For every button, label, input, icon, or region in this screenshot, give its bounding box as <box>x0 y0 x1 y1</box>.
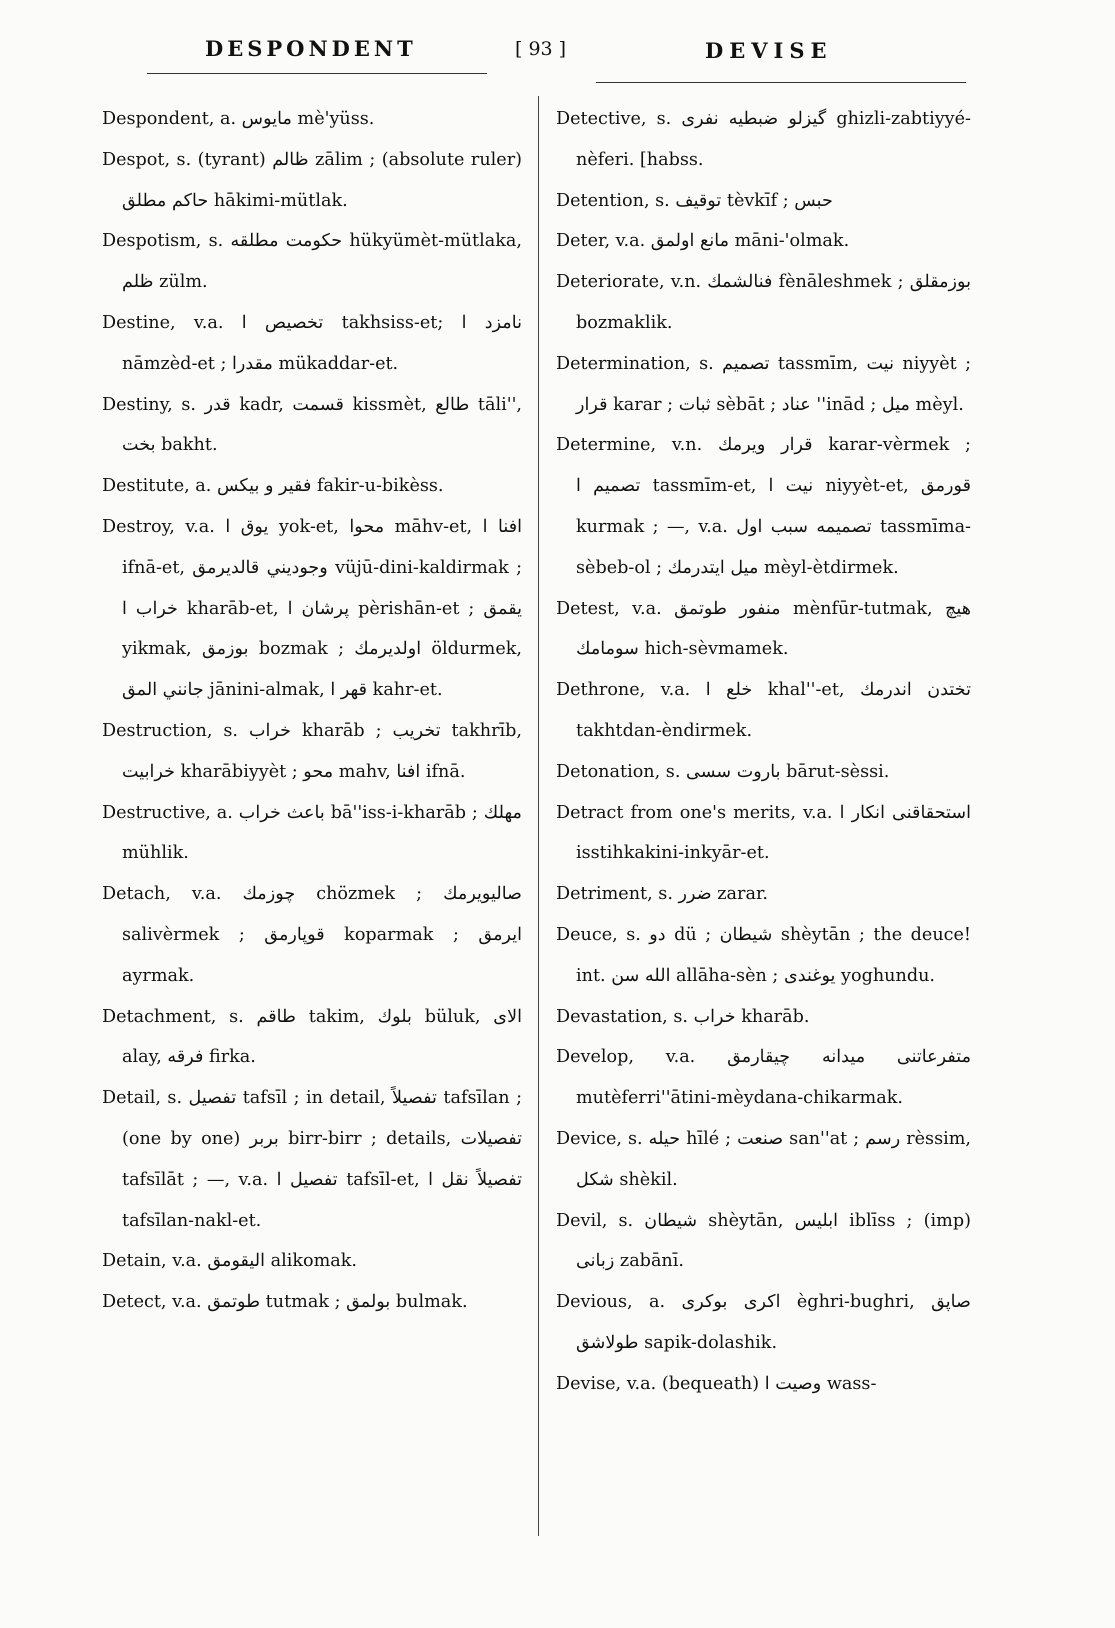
dictionary-entry: Destructive, a. باعث خراب bā''iss-i-kharāb ; مهلك mühlik. <box>102 802 522 864</box>
dictionary-entry: Detective, s. گيزلو ضبطيه نفرى ghizli-zabtiyyé-nèferi. [habss. <box>556 109 971 170</box>
header-rule-right <box>596 82 966 83</box>
dictionary-entry: Detest, v.a. منفور طوتمق mènfūr-tutmak, هيچ سومامك hich-sèvmamek. <box>556 598 971 660</box>
left-column <box>102 99 522 1323</box>
dictionary-entry: Deuce, s. دو dü ; شيطان shèytān ; the deuce! int. الله سن allāha-sèn ; يوغندى yoghundu. <box>556 924 971 986</box>
page-number: [ 93 ] <box>515 38 567 60</box>
dictionary-entry: Devastation, s. خراب kharāb. <box>556 1006 810 1027</box>
dictionary-entry: Detain, v.a. اليقومق alikomak. <box>102 1251 358 1272</box>
column-divider <box>538 96 539 1536</box>
dictionary-entry: Devil, s. شيطان shèytān, ابليس iblīss ; (imp) زبانى zabānī. <box>556 1210 971 1272</box>
dictionary-entry: Detriment, s. ضرر zarar. <box>556 884 769 905</box>
dictionary-entry: Detach, v.a. چوزمك chözmek ; صاليويرمك salivèrmek ; قوپارمق koparmak ; ايرمق ayrmak. <box>102 884 522 986</box>
dictionary-entry: Destitute, a. فقير و بيكس fakir-u-bikèss. <box>102 476 444 497</box>
dictionary-entry: Detect, v.a. طوتمق tutmak ; بولمق bulmak. <box>102 1292 468 1313</box>
dictionary-entry: Despot, s. (tyrant) ظالم zālim ; (absolute ruler) حاكم مطلق hākimi-mütlak. <box>102 149 522 211</box>
dictionary-entry: Detail, s. تفصيل tafsīl ; in detail, تفصيلاً tafsīlan ; (one by one) بربر birr-birr ; details, تفصيلات tafsīlāt ; —, v.a. تفصيل ا tafsīl-et, تفصيلاً نقل ا tafsīlan-nakl-et. <box>102 1088 523 1231</box>
running-head-left: DESPONDENT <box>205 36 417 61</box>
running-head-right: DEVISE <box>705 38 833 63</box>
dictionary-entry: Device, s. حيله hīlé ; صنعت san''at ; رسم rèssim, شكل shèkil. <box>556 1128 972 1190</box>
dictionary-entry: Deteriorate, v.n. فنالشمك fènāleshmek ; بوزمقلق bozmaklik. <box>556 272 972 333</box>
dictionary-entry: Destiny, s. قدر kadr, قسمت kissmèt, طالع tāli'', بخت bakht. <box>102 394 523 456</box>
dictionary-entry: Dethrone, v.a. خلع ا khal''-et, تختدن اندرمك takhtdan-èndirmek. <box>556 680 971 741</box>
dictionary-entry: Destine, v.a. تخصيص ا takhsiss-et; نامزد ا nāmzèd-et ; مقدرا mükaddar-et. <box>102 312 522 374</box>
dictionary-entry: Determination, s. تصميم tassmīm, نيت niyyèt ; قرار karar ; ثبات sèbāt ; عناد ''inād ; ميل mèyl. <box>556 353 971 415</box>
dictionary-entry: Determine, v.n. قرار ويرمك karar-vèrmek ; تصميم ا tassmīm-et, نيت ا niyyèt-et, قورمق kurmak ; —, v.a. تصميمه سبب اول tassmīma-sèbeb-ol ; ميل ايتدرمك mèyl-ètdirmek. <box>556 435 972 578</box>
right-column <box>556 99 971 1405</box>
page-header <box>0 36 1115 76</box>
header-rule-left <box>147 73 487 74</box>
dictionary-entry: Detachment, s. طاقم takim, بلوك büluk, الاى alay, فرقه firka. <box>102 1006 522 1068</box>
dictionary-entry: Deter, v.a. مانع اولمق māni-'olmak. <box>556 231 850 252</box>
dictionary-entry: Despondent, a. مايوس mè'yüss. <box>102 109 375 129</box>
dictionary-entry: Devious, a. اكرى بوكرى èghri-bughri, صاپق طولاشق sapik-dolashik. <box>556 1292 971 1353</box>
dictionary-entry: Develop, v.a. متفرعاتنى ميدانه چيقارمق mutèferri''ātini-mèydana-chikarmak. <box>556 1047 972 1109</box>
dictionary-entry: Despotism, s. حكومت مطلقه hükyümèt-mütlaka, ظلم zülm. <box>102 231 522 293</box>
dictionary-entry: Devise, v.a. (bequeath) وصيت ا wass- <box>556 1373 877 1394</box>
dictionary-entry: Detention, s. توقيف tèvkīf ; حبس <box>556 190 833 211</box>
dictionary-entry: Detract from one's merits, v.a. استحقاقنى انكار ا isstihkakini-inkyār-et. <box>556 802 971 864</box>
dictionary-entry: Detonation, s. باروت سسى bārut-sèssi. <box>556 761 890 782</box>
dictionary-entry: Destruction, s. خراب kharāb ; تخريب takhrīb, خرابيت kharābiyyèt ; محو mahv, افنا ifnā. <box>102 720 522 782</box>
dictionary-entry: Destroy, v.a. يوق ا yok-et, محوا māhv-et, افنا ا ifnā-et, وجوديني قالديرمق vüjū-dini-kaldirmak ; خراب ا kharāb-et, پرشان ا pèrishān-et ; يقمق yikmak, بوزمق bozmak ; اولديرمك öldurmek, جانني المق jānini-almak, قهر ا kahr-et. <box>102 516 522 701</box>
